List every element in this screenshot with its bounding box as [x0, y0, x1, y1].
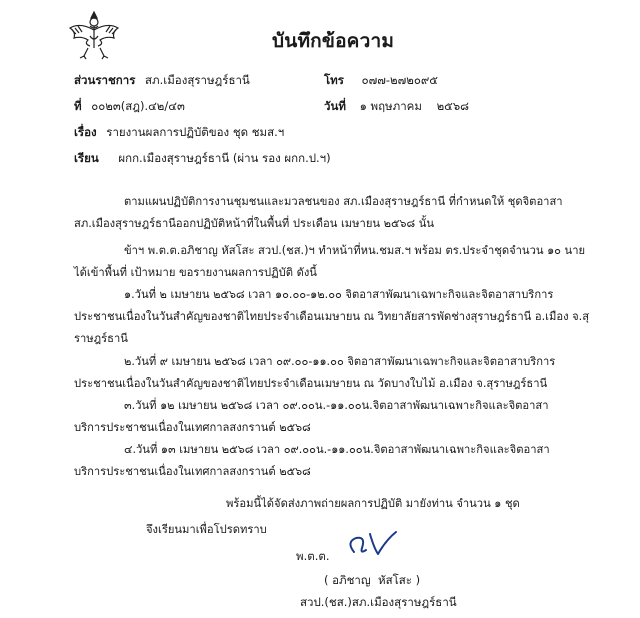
item-1-line-3: ราษฎร์ธานี	[74, 332, 128, 345]
paragraph-1-line-2: สภ.เมืองสุราษฎร์ธานีออกปฏิบัติหน้าที่ในพื้นที่ ประเดือน เมษายน ๒๕๖๘ นั้น	[74, 217, 435, 230]
item-4-line-1: ๔.วันที่ ๑๓ เมษายน ๒๕๖๘ เวลา ๐๙.๐๐น.-๑๑.๐๐น.จิตอาสาพัฒนาเฉพาะกิจและจิตอาสา	[124, 443, 550, 456]
memo-title: บันทึกข้อความ	[272, 30, 395, 52]
handwritten-signature	[340, 526, 410, 562]
subject-value: รายงานผลการปฏิบัติของ ชุด ชมส.ฯ	[106, 125, 285, 139]
agency-row	[74, 72, 250, 90]
phone-label: โทร	[324, 73, 344, 87]
date-value: ๑ พฤษภาคม ๒๕๖๘	[359, 99, 470, 113]
paragraph-1-line-1: ตามแผนปฏิบัติการงานชุมชนและมวลชนของ สภ.เมืองสุราษฎร์ธานี ที่กำหนดให้ ชุดจิตอาสา	[124, 195, 563, 208]
agency-label: ส่วนราชการ	[74, 73, 136, 87]
to-label: เรียน	[74, 151, 99, 165]
garuda-emblem-icon	[66, 8, 122, 60]
subject-row	[74, 124, 284, 142]
paragraph-2-line-1: ข้าฯ พ.ต.ต.อภิชาญ หัสโสะ สวป.(ชส.)ฯ ทำหน้าที่หน.ชมส.ฯ พร้อม ตร.ประจำชุดจำนวน ๑๐ นาย	[124, 244, 586, 257]
ref-label: ที่	[74, 99, 82, 113]
to-value: ผกก.เมืองสุราษฎร์ธานี (ผ่าน รอง ผกก.ป.ฯ)	[118, 151, 331, 165]
item-4-line-2: บริการประชาชนเนื่องในเทศกาลสงกรานต์ ๒๕๖๘	[74, 465, 311, 478]
agency-value: สภ.เมืองสุราษฎร์ธานี	[145, 73, 250, 87]
item-2-line-2: ประชาชนเนื่องในวันสำคัญของชาติไทยประจำเดือนเมษายน ณ วัดบางใบไม้ อ.เมือง จ.สุราษฎร์ธานี	[74, 377, 548, 390]
item-1-line-1: ๑.วันที่ ๒ เมษายน ๒๕๖๘ เวลา ๑๐.๐๐-๑๒.๐๐ จิตอาสาพัฒนาเฉพาะกิจและจิตอาสาบริการ	[124, 288, 554, 301]
signatory-name: ( อภิชาญ หัสโสะ )	[324, 573, 421, 587]
date-row	[324, 98, 469, 116]
phone-row	[324, 72, 438, 90]
ref-value: ๐๐๒๓(สฎ).๔๒/๔๓	[91, 99, 185, 113]
ref-row	[74, 98, 185, 116]
subject-label: เรื่อง	[74, 125, 97, 139]
paragraph-2-line-2: ได้เข้าพื้นที่ เป้าหมาย ขอรายงานผลการปฏิบัติ ดังนี้	[74, 266, 317, 279]
item-3-line-1: ๓.วันที่ ๑๒ เมษายน ๒๕๖๘ เวลา ๐๙.๐๐น.-๑๑.๐๐น.จิตอาสาพัฒนาเฉพาะกิจและจิตอาสา	[124, 399, 549, 412]
item-2-line-1: ๒.วันที่ ๙ เมษายน ๒๕๖๘ เวลา ๐๙.๐๐-๑๑.๐๐ จิตอาสาพัฒนาเฉพาะกิจและจิตอาสาบริการ	[124, 355, 556, 368]
signatory-position: สวป.(ชส.)สภ.เมืองสุราษฎร์ธานี	[300, 595, 457, 609]
signatory-rank: พ.ต.ต.	[296, 549, 330, 563]
closing-regards-line: จึงเรียนมาเพื่อโปรดทราบ	[146, 523, 267, 536]
closing-photos-line: พร้อมนี้ได้จัดส่งภาพถ่ายผลการปฏิบัติ มายังท่าน จำนวน ๑ ชุด	[226, 497, 520, 510]
phone-value: ๐๗๗-๒๗๒๐๙๕	[361, 73, 439, 87]
item-1-line-2: ประชาชนเนื่องในวันสำคัญของชาติไทยประจำเดือนเมษายน ณ วิทยาลัยสารพัดช่างสุราษฎร์ธานี อ.เมือง จ.สุ	[74, 310, 590, 323]
date-label: วันที่	[324, 99, 346, 113]
to-row	[74, 150, 331, 168]
item-3-line-2: บริการประชาชนเนื่องในเทศกาลสงกรานต์ ๒๕๖๘	[74, 421, 311, 434]
